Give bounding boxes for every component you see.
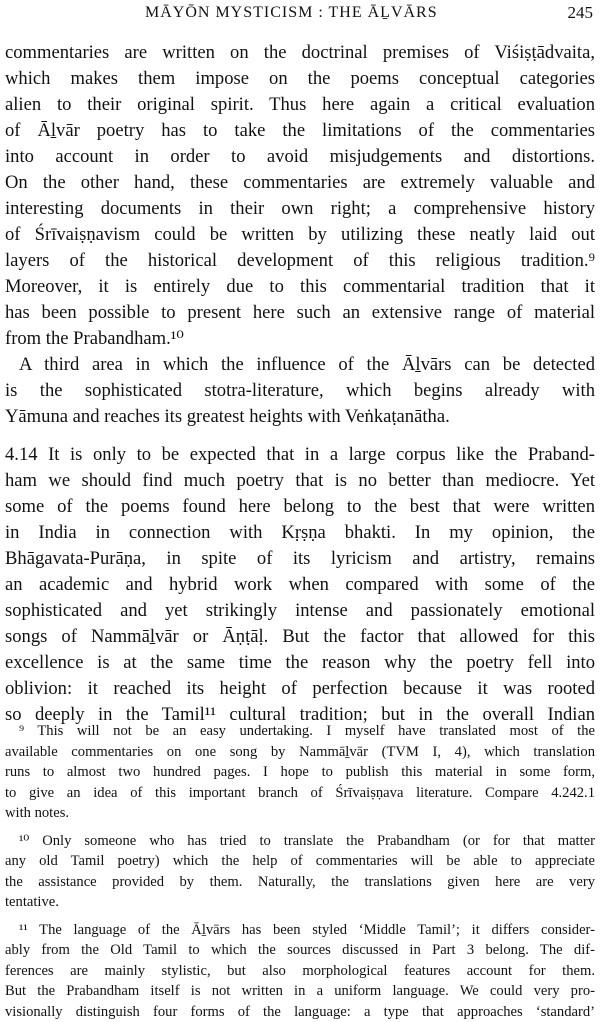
main-text — [5, 40, 595, 728]
footnotes — [5, 721, 595, 1022]
footnote-10-line: any old Tamil poetry) which the help of commentaries will be able to appreciate — [5, 851, 595, 872]
body-line: Moreover, it is entirely due to this commentarial tradition that it — [5, 274, 595, 300]
footnote-11-line: ¹¹ The language of the Āḻvārs has been styled ‘Middle Tamil’; it differs consider- — [5, 920, 595, 941]
body-line: from the Prabandham.¹⁰ — [5, 326, 595, 352]
body-line: has been possible to present here such an extensive range of material — [5, 300, 595, 326]
body-line: layers of the historical development of this religious tradition.⁹ — [5, 248, 595, 274]
footnote-9-line: with notes. — [5, 803, 595, 824]
body-line: interesting documents in their own right; a comprehensive history — [5, 196, 595, 222]
footnote-11-line: ferences are mainly stylistic, but also morphological features account for them. — [5, 961, 595, 982]
body-line: songs of Nammāḻvār or Āṇṭāḷ. But the factor that allowed for this — [5, 624, 595, 650]
body-line: Yāmuna and reaches its greatest heights with Veṅkaṭanātha. — [5, 404, 595, 430]
body-line: commentaries are written on the doctrinal premises of Viśiṣṭādvaita, — [5, 40, 595, 66]
footnote-11-line: But the Prabandham itself is not written in a uniform language. We could very pro- — [5, 981, 595, 1002]
footnote-gap — [5, 824, 595, 831]
body-line: of Āḻvār poetry has to take the limitations of the commentaries — [5, 118, 595, 144]
body-line: in India in connection with Kṛṣṇa bhakti. In my opinion, the — [5, 520, 595, 546]
body-line: Bhāgavata-Purāṇa, in spite of its lyricism and artistry, remains — [5, 546, 595, 572]
footnote-gap — [5, 913, 595, 920]
body-line: ham we should find much poetry that is no better than mediocre. Yet — [5, 468, 595, 494]
paragraph-start-line: A third area in which the influence of the Āḻvārs can be detected — [5, 352, 595, 378]
body-line: On the other hand, these commentaries are extremely valuable and — [5, 170, 595, 196]
footnote-9-line: available commentaries on one song by Nammāḻvār (TVM I, 4), which translation — [5, 742, 595, 763]
page-number: 245 — [568, 3, 594, 23]
footnote-10-line: tentative. — [5, 892, 595, 913]
footnote-9-line: runs to almost two hundred pages. I hope to publish this material in some form, — [5, 762, 595, 783]
body-line: excellence is at the same time the reason why the poetry fell into — [5, 650, 595, 676]
footnote-9-line: ⁹ This will not be an easy undertaking. I myself have translated most of the — [5, 721, 595, 742]
body-line: an academic and hybrid work when compared with some of the — [5, 572, 595, 598]
body-line: oblivion: it reached its height of perfection because it was rooted — [5, 676, 595, 702]
book-page — [5, 0, 595, 1005]
body-line: is the sophisticated stotra-literature, which begins already with — [5, 378, 595, 404]
body-line: into account in order to avoid misjudgements and distortions. — [5, 144, 595, 170]
footnote-11-line: visionally distinguish four forms of the language: a type that approaches ‘standard’ — [5, 1002, 595, 1022]
section-start-line: 4.14 It is only to be expected that in a large corpus like the Praband- — [5, 442, 595, 468]
body-line: of Śrīvaiṣṇavism could be written by utilizing these neatly laid out — [5, 222, 595, 248]
footnote-11-line: ably from the Old Tamil to which the sources discussed in Part 3 belong. The dif- — [5, 940, 595, 961]
footnote-9-line: to give an idea of this important branch of Śrīvaiṣṇava literature. Compare 4.242.1 — [5, 783, 595, 804]
footnote-10-line: ¹⁰ Only someone who has tried to translate the Prabandham (or for that matter — [5, 831, 595, 852]
running-head: MĀYŌN MYSTICISM : THE ĀḺVĀRS — [145, 4, 438, 22]
body-line: which makes them impose on the poems conceptual categories — [5, 66, 595, 92]
body-line: so deeply in the Tamil¹¹ cultural tradition; but in the overall Indian — [5, 702, 595, 728]
body-line: sophisticated and yet strikingly intense and passionately emotional — [5, 598, 595, 624]
footnote-10-line: the assistance provided by them. Naturally, the translations given here are very — [5, 872, 595, 893]
body-line: alien to their original spirit. Thus here again a critical evaluation — [5, 92, 595, 118]
page-header — [5, 2, 595, 28]
section-gap — [5, 430, 595, 442]
body-line: some of the poems found here belong to the best that were written — [5, 494, 595, 520]
